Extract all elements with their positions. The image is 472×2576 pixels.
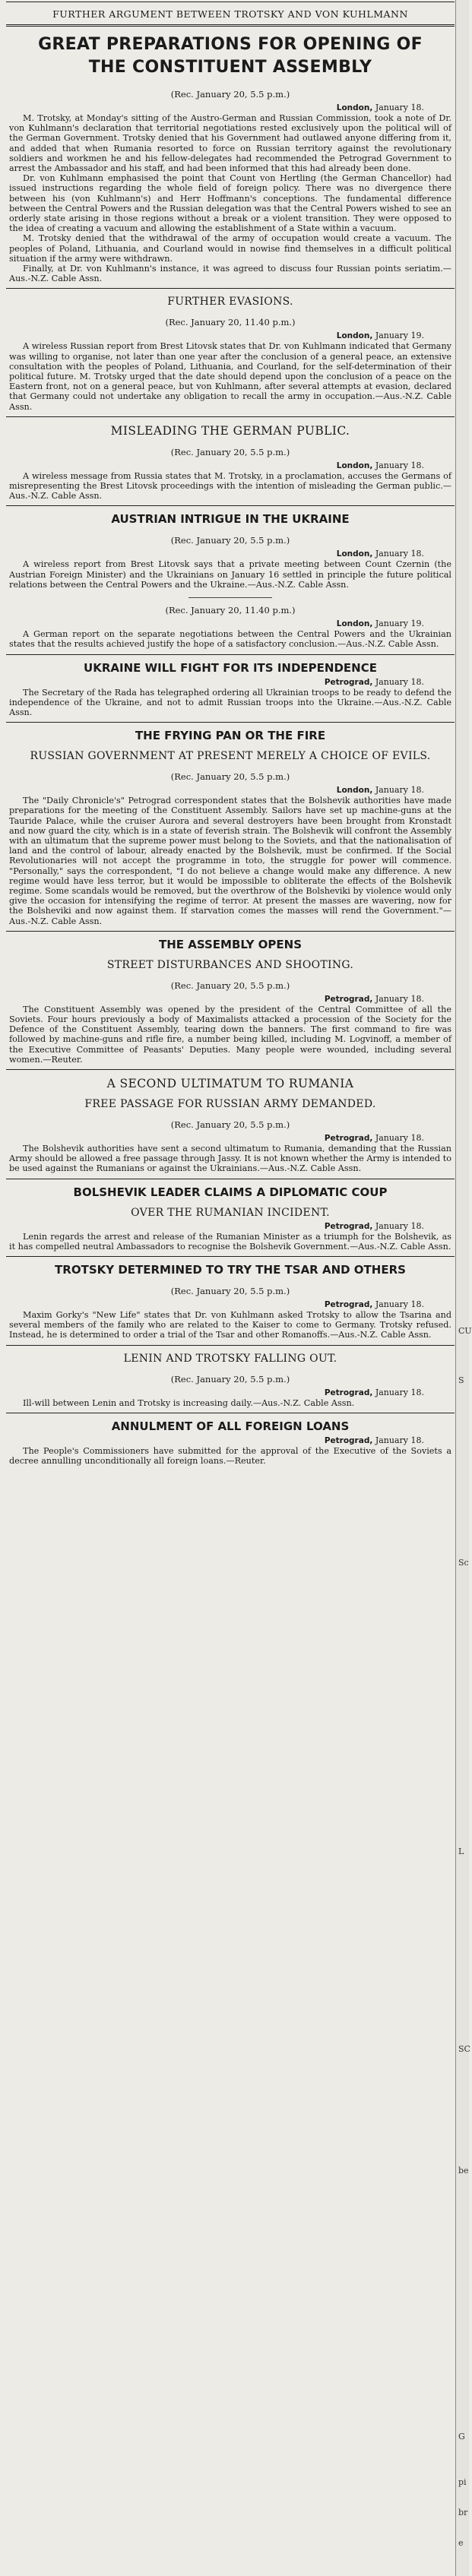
dateline-date: January 18. [375, 1220, 424, 1231]
dateline-date: January 18. [375, 460, 424, 470]
received-time: (Rec. January 20, 5.5 p.m.) [170, 535, 290, 546]
edge-fragment: pi [458, 2477, 467, 2487]
edge-fragment: Sc [458, 1558, 469, 1568]
dateline [6, 994, 455, 1005]
dateline-city: Petrograd, [324, 1299, 373, 1309]
dateline-city: London, [336, 786, 373, 796]
received-time: (Rec. January 20, 5.5 p.m.) [170, 771, 290, 783]
article-headline: THE FRYING PAN OR THE FIRE [135, 729, 326, 743]
received-time: (Rec. January 20, 5.5 p.m.) [170, 1373, 290, 1385]
dateline [6, 619, 455, 629]
edge-fragment: L [458, 1847, 464, 1856]
article-section [6, 419, 455, 505]
article-paragraph: The Bolshevik authorities have sent a second ultimatum to Rumania, demanding that the Russian Army should be allowed a free passage through Jassy. It is not known whether the Army is intended to be used against the Rumanians or against the Ukrainians.—Aus.-N.Z. Cable Assn. [9, 1143, 451, 1174]
article-subheadline: OVER THE RUMANIAN INCIDENT. [131, 1206, 330, 1219]
dateline-date: January 18. [375, 549, 424, 559]
article-paragraph: Lenin regards the arrest and release of the Rumanian Minister as a triumph for the Bolshevik, as it has compelled neutral Ambassadors to recognise the Bolshevik Government.—Aus.-N.Z. Cable Assn. [9, 1231, 451, 1252]
article-section [6, 1347, 455, 1411]
article-section [6, 605, 455, 652]
section-divider [6, 505, 455, 506]
edge-fragment: e [458, 2538, 464, 2548]
dateline-date: January 18. [375, 676, 424, 687]
received-time: (Rec. January 20, 5.5 p.m.) [170, 1119, 290, 1130]
page-title: FURTHER ARGUMENT BETWEEN TROTSKY AND VON KUHLMANN [52, 8, 408, 20]
section-divider [6, 722, 455, 723]
article-section [6, 657, 455, 721]
article-subheadline: STREET DISTURBANCES AND SHOOTING. [106, 958, 354, 971]
dateline-date: January 19. [375, 331, 424, 341]
article-headline: BOLSHEVIK LEADER CLAIMS A DIPLOMATIC COUP [73, 1185, 388, 1199]
article-section [6, 29, 455, 286]
dateline-city: Petrograd, [324, 677, 373, 687]
dateline-date: January 18. [375, 993, 424, 1004]
dateline-city: London, [336, 549, 373, 559]
article-paragraph: Finally, at Dr. von Kuhlmann's instance, it was agreed to discuss four Russian points seriatim.—Aus.-N.Z. Cable Assn. [9, 264, 451, 284]
dateline [6, 1221, 455, 1232]
article-headline: UKRAINE WILL FIGHT FOR ITS INDEPENDENCE [84, 660, 377, 675]
section-divider [6, 1345, 455, 1346]
article-paragraph: A wireless Russian report from Brest Litovsk states that Dr. von Kuhlmann indicated that Germany was willing to organise, not later than one year after the conclusion of a general peace, an extensive consultation with the peoples of Poland, Lithuania, and Courland, for the self-determination of their political future. M. Trotsky urged that the date should depend upon the conclusion of a peace on the Eastern front, not on a general peace, but von Kuhlmann, after several attempts at evasion, declared that Germany could not undertake any obligation to recall the army in occupation.—Aus.-N.Z. Cable Assn. [9, 341, 451, 412]
article-paragraph: Maxim Gorky's "New Life" states that Dr. von Kuhlmann asked Trotsky to allow the Tsarina and several members of the family who are related to the Kaiser to come to Germany. Trotsky refused. Instead, he is determined to order a trial of the Tsar and other Romanoffs.—Aus.-N.Z. Cable Assn. [9, 1309, 451, 1340]
received-time: (Rec. January 20, 5.5 p.m.) [170, 979, 290, 991]
article-headline: A SECOND ULTIMATUM TO RUMANIA [106, 1076, 354, 1090]
article-section [6, 1071, 455, 1177]
received-time: (Rec. January 20, 5.5 p.m.) [170, 1285, 290, 1296]
article-paragraph: The Secretary of the Rada has telegraphed ordering all Ukrainian troops to be ready to defend the independence of the Ukraine, and not to admit Russian troops into the Ukraine.—Aus.-N.Z. Cable Assn. [9, 687, 451, 717]
dateline [6, 1299, 455, 1310]
article-paragraph: A wireless message from Russia states that M. Trotsky, in a proclamation, accuses the Germans of misrepresenting the Brest Litovsk proceedings with the intention of misleading the German public.—Aus.-N.Z. Cable Assn. [9, 470, 451, 502]
article-section [6, 1415, 455, 1469]
section-divider [6, 416, 455, 417]
article-headline: LENIN AND TROTSKY FALLING OUT. [123, 1352, 337, 1365]
article-subheadline: FREE PASSAGE FOR RUSSIAN ARMY DEMANDED. [84, 1097, 376, 1110]
edge-fragment: br [458, 2508, 468, 2517]
dateline-city: London, [336, 103, 373, 112]
article-headline: THE ASSEMBLY OPENS [158, 937, 303, 951]
dateline-date: January 18. [375, 1132, 424, 1143]
edge-fragment: CU [458, 1326, 472, 1336]
dateline [6, 1435, 455, 1446]
dateline-date: January 19. [375, 619, 424, 629]
article-headline: TROTSKY DETERMINED TO TRY THE TSAR AND OTHERS [55, 1262, 406, 1277]
article-headline: AUSTRIAN INTRIGUE IN THE UKRAINE [111, 512, 350, 527]
dateline-date: January 18. [375, 1387, 424, 1397]
edge-fragment: G [458, 2432, 465, 2442]
article-headline: ANNULMENT OF ALL FOREIGN LOANS [111, 1419, 350, 1433]
article-headline: FURTHER EVASIONS. [167, 296, 293, 309]
dateline [6, 1133, 455, 1144]
dateline-city: Petrograd, [324, 1388, 373, 1397]
article-paragraph: The "Daily Chronicle's" Petrograd correspondent states that the Bolshevik authorities have made preparations for the meeting of the Constituent Assembly. Sailors have set up machine-guns at the Tauride Palace, while the cruiser Aurora and several destroyers have been brought from Kronstadt and now guard the city, which is in a state of feverish strain. The Bolshevik will confront the Assembly with an ultimatum that the supreme power must belong to the Soviets, and that the nationalisation of land and the control of labour, already enacted by the Bolshevik, must be confirmed. If the Social Revolutionaries will not accept the programme in toto, the struggle for power will commence. "Personally," says the correspondent, "I do not believe a change would make any difference. A new regime would have less terror, but it would be impossible to obliterate the effects of the Bolshevik regime. Some scandals would be removed, but the overthrow of the Bolsheviki by violence would only give the occasion for intensifying the regime of terror. At present the masses are wavering, now for the Bolsheviki and now against them. If starvation comes the masses will rend the Government."—Aus.-N.Z. Cable Assn. [9, 796, 451, 926]
edge-fragment: SC [458, 2044, 470, 2054]
received-time: (Rec. January 20, 11.40 p.m.) [165, 605, 296, 616]
article-paragraph: The People's Commissioners have submitted for the approval of the Executive of the Soviets a decree annulling unconditionally all foreign loans.—Reuter. [9, 1445, 451, 1466]
dateline-city: Petrograd, [324, 1133, 373, 1143]
dateline [6, 331, 455, 341]
section-divider [6, 931, 455, 932]
dateline-date: January 18. [375, 103, 424, 112]
adjacent-column-edge [455, 0, 472, 2576]
article-paragraph: M. Trotsky, at Monday's sitting of the Austro-German and Russian Commission, took a note of Dr. von Kuhlmann's declaration that territorial negotiations rested exclusively upon the political will of the German Government. Trotsky denied that his Government had outlawed anyone differing from it, and added that when Rumania resorted to force on Russian territory against the revolutionary soldiers and workmen he and his fellow-delegates had recommended the Petrograd Government to arrest the Ambassador and his staff, and had been informed that this had already been done. [9, 113, 451, 174]
received-time: (Rec. January 20, 11.40 p.m.) [165, 317, 296, 328]
article-paragraph: Ill-will between Lenin and Trotsky is increasing daily.—Aus.-N.Z. Cable Assn. [23, 1397, 355, 1408]
article-section [6, 724, 455, 929]
article-section [6, 290, 455, 414]
title-rule [6, 24, 455, 27]
article-paragraph: The Constituent Assembly was opened by the president of the Central Committee of all the Soviets. Four hours previously a body of Maximalists attacked a procession of the Society for the Defence of the Constituent Assembly, tearing down the banners. The first command to fire was followed by machine-guns and rifle fire, a number being killed, including M. Logvinoff, a member of the Executive Committee of Peasants' Deputies. Many people were wounded, including several women.—Reuter. [9, 1004, 451, 1065]
dateline-city: Petrograd, [324, 994, 373, 1004]
article-section [6, 933, 455, 1068]
article-paragraph: A wireless report from Brest Litovsk says that a private meeting between Count Czernin (the Austrian Foreign Minister) and the Ukrainians on January 16 settled in principle the future political relations between the Central Powers and the Ukraine.—Aus.-N.Z. Cable Assn. [9, 559, 451, 590]
article-section [6, 1258, 455, 1343]
short-divider [188, 597, 272, 598]
dateline-city: London, [336, 460, 373, 470]
dateline [6, 785, 455, 796]
dateline [6, 460, 455, 471]
dateline-date: January 18. [375, 1435, 424, 1445]
dateline-city: Petrograd, [324, 1221, 373, 1231]
dateline [6, 677, 455, 688]
section-divider [6, 288, 455, 289]
article-subheadline: RUSSIAN GOVERNMENT AT PRESENT MERELY A CHOICE OF EVILS. [30, 750, 431, 763]
received-time: (Rec. January 20, 5.5 p.m.) [170, 89, 290, 100]
section-divider [6, 1256, 455, 1257]
received-time: (Rec. January 20, 5.5 p.m.) [170, 446, 290, 457]
newspaper-column [6, 0, 455, 2576]
article-list [6, 29, 455, 1469]
edge-fragment: S [458, 1375, 464, 1385]
dateline-city: London, [336, 331, 373, 341]
edge-fragment: be [458, 2166, 469, 2176]
dateline [6, 103, 455, 113]
article-paragraph: Dr. von Kuhlmann emphasised the point that Count von Hertling (the German Chancellor) had issued instructions regarding the whole field of foreign policy. There was no divergence there between his (von Kuhlmann's) and Herr Hoffmann's conceptions. The fundamental difference between the Central Powers and the Russian delegation was that the Central Powers wished to see an orderly state arising in those regions without a break or a violent transition. They were opposed to the idea of creating a vacuum and allowing the establishment of a State within a vacuum. [9, 173, 451, 234]
dateline [6, 1388, 455, 1398]
dateline [6, 549, 455, 559]
article-headline: GREAT PREPARATIONS FOR OPENING OF THE CONSTITUENT ASSEMBLY [38, 35, 423, 77]
article-section [6, 508, 455, 593]
dateline-city: London, [336, 619, 373, 629]
dateline-date: January 18. [375, 1299, 424, 1309]
dateline-city: Petrograd, [324, 1435, 373, 1445]
dateline-date: January 18. [375, 785, 424, 796]
section-divider [6, 654, 455, 655]
article-paragraph: M. Trotsky denied that the withdrawal of the army of occupation would create a vacuum. The peoples of Poland, Lithuania, and Courland would in nowise find themselves in a difficult political situation if the army were withdrawn. [9, 233, 451, 264]
article-paragraph: A German report on the separate negotiations between the Central Powers and the Ukrainian states that the results achieved justify the hope of a satisfactory conclusion.—Aus.-N.Z. Cable Assn. [9, 629, 451, 650]
article-headline: MISLEADING THE GERMAN PUBLIC. [110, 423, 350, 438]
section-divider [6, 1069, 455, 1070]
article-section [6, 1181, 455, 1255]
